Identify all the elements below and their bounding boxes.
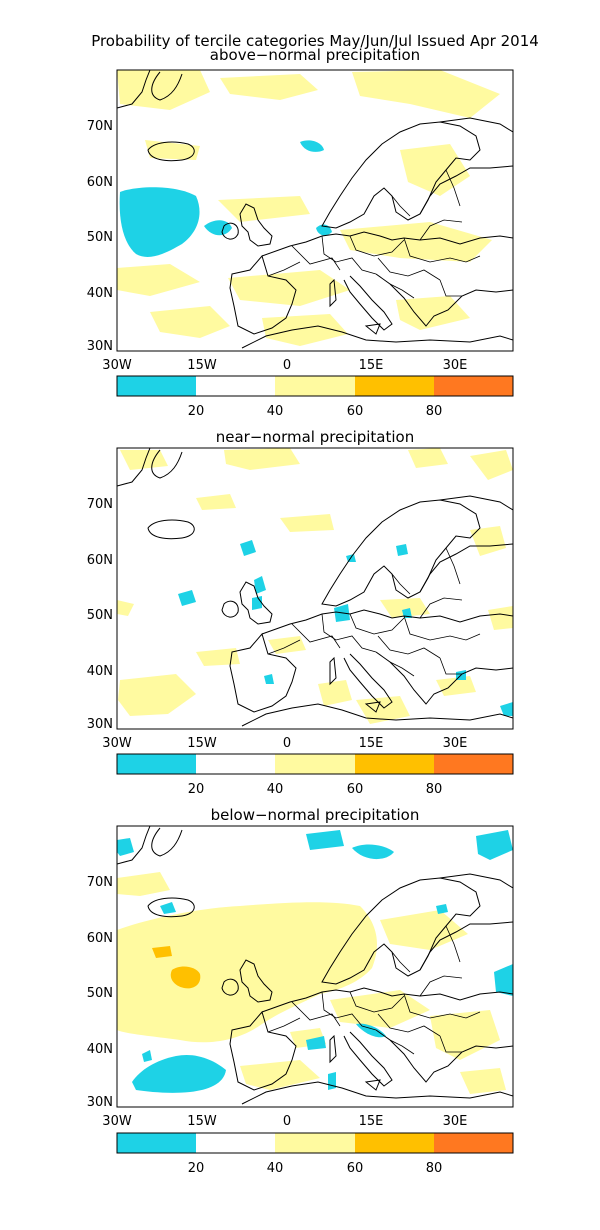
lat-tick-label: 50N bbox=[86, 230, 113, 245]
colorbar-bin-0-20 bbox=[117, 376, 196, 396]
shade-40-60 bbox=[488, 606, 513, 630]
lon-tick-label: 15W bbox=[187, 358, 217, 373]
colorbar-tick-label: 20 bbox=[187, 404, 205, 419]
shade-40-60 bbox=[120, 450, 168, 470]
lon-tick-label: 15E bbox=[358, 736, 384, 751]
colorbar-bin-20-40 bbox=[196, 1133, 275, 1153]
sicily-coast bbox=[366, 1080, 380, 1090]
map-area bbox=[117, 70, 513, 348]
kola-coast bbox=[440, 118, 513, 132]
colorbar-tick-label: 80 bbox=[425, 404, 443, 419]
border bbox=[292, 246, 340, 270]
lat-axis bbox=[87, 497, 113, 732]
lat-axis bbox=[87, 875, 113, 1110]
colorbar-tick-label: 40 bbox=[266, 782, 284, 797]
lat-tick-label: 40N bbox=[86, 1042, 113, 1057]
lon-tick-label: 30W bbox=[102, 358, 132, 373]
shade-below-20 bbox=[264, 674, 274, 684]
shade-below-20 bbox=[142, 1050, 152, 1062]
shade-below-20 bbox=[252, 596, 262, 610]
colorbar-tick-label: 40 bbox=[266, 1161, 284, 1176]
shade-below-20 bbox=[117, 838, 134, 856]
colorbar-bin-0-20 bbox=[117, 754, 196, 774]
shade-40-60 bbox=[218, 196, 310, 222]
shade-below-20 bbox=[352, 845, 394, 860]
colorbar-tick-label: 60 bbox=[346, 782, 364, 797]
colorbar-tick-label: 20 bbox=[187, 782, 205, 797]
kola-coast bbox=[440, 496, 513, 510]
italy-coast bbox=[344, 1032, 392, 1086]
shade-40-60 bbox=[150, 306, 230, 338]
colorbar bbox=[117, 754, 513, 797]
shade-below-20 bbox=[476, 830, 513, 860]
lon-axis bbox=[102, 736, 467, 751]
lat-tick-label: 30N bbox=[86, 1095, 113, 1110]
italy-coast bbox=[344, 276, 392, 330]
shade-below-20 bbox=[328, 1072, 336, 1090]
lon-tick-label: 0 bbox=[282, 736, 292, 751]
figure-title: Probability of tercile categories May/Jun/Jul Issued Apr 2014 bbox=[91, 32, 539, 50]
shade-40-60 bbox=[268, 636, 306, 654]
panel-above-normal bbox=[87, 46, 513, 419]
shade-below-20 bbox=[436, 904, 448, 914]
mainland-coast bbox=[262, 610, 513, 634]
colorbar-bin-0-20 bbox=[117, 1133, 196, 1153]
colorbar-tick-label: 60 bbox=[346, 1161, 364, 1176]
ireland-coast bbox=[222, 601, 238, 617]
border bbox=[378, 636, 440, 658]
shade-40-60 bbox=[280, 514, 334, 532]
lat-tick-label: 30N bbox=[86, 339, 113, 354]
shade-40-60 bbox=[117, 600, 134, 616]
shade-40-60 bbox=[196, 648, 240, 666]
lat-tick-label: 40N bbox=[86, 286, 113, 301]
colorbar-bin-40-60 bbox=[275, 376, 355, 396]
lon-tick-label: 15W bbox=[187, 736, 217, 751]
colorbar bbox=[117, 376, 513, 419]
colorbar-bin-20-40 bbox=[196, 754, 275, 774]
shade-below-20 bbox=[494, 964, 513, 996]
lon-axis bbox=[102, 1114, 467, 1129]
colorbar-bin-60-80 bbox=[355, 376, 434, 396]
lat-tick-label: 50N bbox=[86, 986, 113, 1001]
lat-tick-label: 70N bbox=[86, 497, 113, 512]
colorbar-tick-label: 60 bbox=[346, 404, 364, 419]
shade-40-60 bbox=[240, 1060, 320, 1090]
probability-shading bbox=[117, 70, 500, 346]
lon-tick-label: 30E bbox=[442, 736, 468, 751]
lon-tick-label: 15E bbox=[358, 358, 384, 373]
panel-subtitle: below−normal precipitation bbox=[210, 806, 420, 824]
corsica-sardinia bbox=[330, 1036, 336, 1062]
border bbox=[420, 976, 462, 996]
shade-40-60 bbox=[318, 680, 352, 706]
lon-tick-label: 30E bbox=[442, 1114, 468, 1129]
shade-40-60 bbox=[117, 872, 170, 896]
shade-below-20 bbox=[120, 187, 200, 257]
shade-below-20 bbox=[240, 540, 256, 556]
shade-below-20 bbox=[160, 902, 176, 914]
lat-tick-label: 60N bbox=[86, 175, 113, 190]
lat-tick-label: 40N bbox=[86, 664, 113, 679]
shade-below-20 bbox=[396, 544, 408, 556]
map-area bbox=[117, 448, 513, 726]
lat-tick-label: 70N bbox=[86, 875, 113, 890]
map-area bbox=[117, 826, 513, 1104]
lon-tick-label: 15E bbox=[358, 1114, 384, 1129]
shade-40-60 bbox=[396, 296, 470, 330]
lon-axis bbox=[102, 358, 467, 373]
colorbar-bin-60-80 bbox=[355, 754, 434, 774]
probability-shading bbox=[117, 830, 513, 1094]
shade-40-60 bbox=[224, 448, 300, 470]
shade-40-60 bbox=[400, 144, 470, 196]
shade-40-60 bbox=[408, 448, 448, 468]
border bbox=[440, 280, 462, 296]
colorbar-tick-label: 80 bbox=[425, 1161, 443, 1176]
lon-tick-label: 0 bbox=[282, 358, 292, 373]
colorbar-bin-80-100 bbox=[434, 376, 513, 396]
sicily-coast bbox=[366, 324, 380, 334]
shade-40-60 bbox=[117, 264, 200, 296]
colorbar-bin-40-60 bbox=[275, 754, 355, 774]
colorbar-tick-label: 80 bbox=[425, 782, 443, 797]
lat-tick-label: 30N bbox=[86, 717, 113, 732]
lon-tick-label: 30W bbox=[102, 736, 132, 751]
border bbox=[420, 598, 462, 618]
shade-40-60 bbox=[118, 674, 196, 716]
balkans-coast bbox=[376, 652, 513, 704]
border bbox=[378, 258, 440, 280]
shade-below-20 bbox=[204, 220, 232, 235]
corsica-sardinia bbox=[330, 658, 336, 684]
shade-below-20 bbox=[500, 702, 513, 716]
colorbar bbox=[117, 1133, 513, 1176]
colorbar-bin-80-100 bbox=[434, 1133, 513, 1153]
panel-subtitle: near−normal precipitation bbox=[215, 428, 415, 446]
finland-baltic-coast bbox=[420, 544, 513, 592]
shade-40-60 bbox=[460, 1068, 506, 1094]
greenland-coast bbox=[152, 828, 182, 856]
panel-below-normal bbox=[87, 806, 513, 1176]
colorbar-tick-label: 40 bbox=[266, 404, 284, 419]
shade-40-60 bbox=[470, 450, 513, 480]
lat-tick-label: 60N bbox=[86, 553, 113, 568]
panel-near-normal bbox=[87, 428, 513, 797]
shade-40-60 bbox=[228, 270, 350, 306]
panel-subtitle: above−normal precipitation bbox=[209, 46, 421, 64]
colorbar-bin-80-100 bbox=[434, 754, 513, 774]
lat-tick-label: 50N bbox=[86, 608, 113, 623]
border bbox=[268, 1018, 300, 1032]
lat-axis bbox=[87, 119, 113, 354]
colorbar-tick-label: 20 bbox=[187, 1161, 205, 1176]
shade-40-60 bbox=[196, 494, 236, 510]
lat-tick-label: 60N bbox=[86, 931, 113, 946]
colorbar-bin-60-80 bbox=[355, 1133, 434, 1153]
shade-40-60 bbox=[470, 526, 506, 556]
lon-tick-label: 30E bbox=[442, 358, 468, 373]
shade-40-60 bbox=[117, 902, 377, 1042]
colorbar-bin-20-40 bbox=[196, 376, 275, 396]
shade-below-20 bbox=[178, 590, 196, 606]
lon-tick-label: 15W bbox=[187, 1114, 217, 1129]
lat-tick-label: 70N bbox=[86, 119, 113, 134]
iceland-coast bbox=[148, 520, 194, 539]
shade-below-20 bbox=[306, 830, 344, 850]
colorbar-bin-40-60 bbox=[275, 1133, 355, 1153]
lon-tick-label: 30W bbox=[102, 1114, 132, 1129]
kola-coast bbox=[440, 874, 513, 888]
shade-40-60 bbox=[220, 74, 318, 100]
lon-tick-label: 0 bbox=[282, 1114, 292, 1129]
shade-below-20 bbox=[300, 140, 324, 152]
shade-40-60 bbox=[352, 70, 500, 118]
shade-40-60 bbox=[340, 222, 492, 262]
